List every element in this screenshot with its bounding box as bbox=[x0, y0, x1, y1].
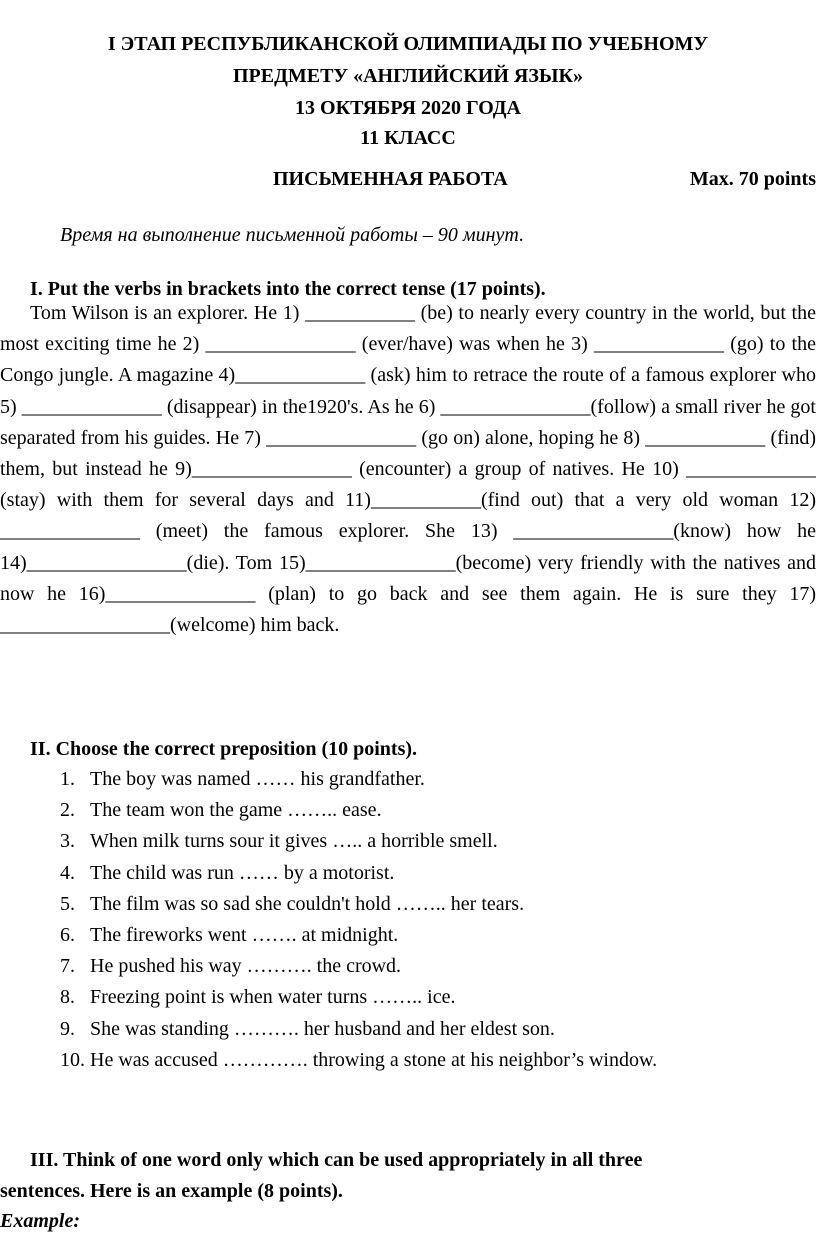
section3-title: III. Think of one word only which can be used appropriately in all three bbox=[30, 1149, 643, 1171]
list-item: 6. The fireworks went ……. at midnight. bbox=[60, 924, 399, 947]
date-title: 13 ОКТЯБРЯ 2020 ГОДА bbox=[295, 97, 521, 119]
preposition-list bbox=[60, 764, 657, 1076]
subject-title: ПРЕДМЕТУ «АНГЛИЙСКИЙ ЯЗЫК» bbox=[232, 65, 584, 87]
time-note: Время на выполнение письменной работы – 90 минут. bbox=[60, 224, 525, 246]
section3-title-continued: sentences. Here is an example (8 points). bbox=[0, 1180, 343, 1202]
list-item: 1. The boy was named …… his grandfather. bbox=[60, 768, 425, 790]
list-item: 9. She was standing ………. her husband and her eldest son. bbox=[60, 1017, 555, 1040]
written-work-heading: ПИСЬМЕННАЯ РАБОТА bbox=[273, 168, 508, 190]
olympiad-title: I ЭТАП РЕСПУБЛИКАНСКОЙ ОЛИМПИАДЫ ПО УЧЕБНОМУ bbox=[107, 33, 709, 55]
list-item: 4. The child was run …… by a motorist. bbox=[60, 861, 395, 884]
example-label: Example: bbox=[0, 1210, 80, 1232]
list-item: 8. Freezing point is when water turns …….. ice. bbox=[60, 986, 456, 1009]
list-item: 2. The team won the game …….. ease. bbox=[60, 799, 382, 822]
list-item: 10. He was accused …………. throwing a stone at his neighbor’s window. bbox=[60, 1048, 658, 1071]
max-points: Max. 70 points bbox=[689, 168, 816, 190]
section1-passage bbox=[0, 298, 816, 641]
section2-title: II. Choose the correct preposition (10 points). bbox=[30, 738, 418, 760]
passage-text: Tom Wilson is an explorer. He 1) ___________ (be) to nearly every country in the world, but the most exciting time he 2) _______________ (ever/have) was when he 3) _____________ (go) to the Congo jungle. A magazine 4)_____________ (ask) him to retrace the route of a famous explorer who 5) ______________ (disappear) in the1920's. As he 6) _______________(follow) a small river he got separated from his guides. He 7) _______________ (go on) alone, hoping he 8) ____________ (find) them, but instead he 9)________________ (encounter) a group of natives. He 10) _____________ (stay) with them for several days and 11)___________(find out) that a very old woman 12) ______________ (meet) the famous explorer. She 13) ________________(know) how he 14)________________(die). Tom 15)_______________(become) very friendly with the natives and now he 16)_______________ (plan) to go back and see them again. He is sure they 17) _________________(welcome) him back. bbox=[0, 302, 816, 637]
list-item: 7. He pushed his way ………. the crowd. bbox=[60, 955, 402, 978]
list-item: 3. When milk turns sour it gives ….. a horrible smell. bbox=[60, 830, 498, 853]
section1-title: I. Put the verbs in brackets into the correct tense (17 points). bbox=[30, 278, 546, 300]
list-item: 5. The film was so sad she couldn't hold …….. her tears. bbox=[60, 892, 525, 915]
grade-title: 11 КЛАСС bbox=[360, 127, 456, 149]
